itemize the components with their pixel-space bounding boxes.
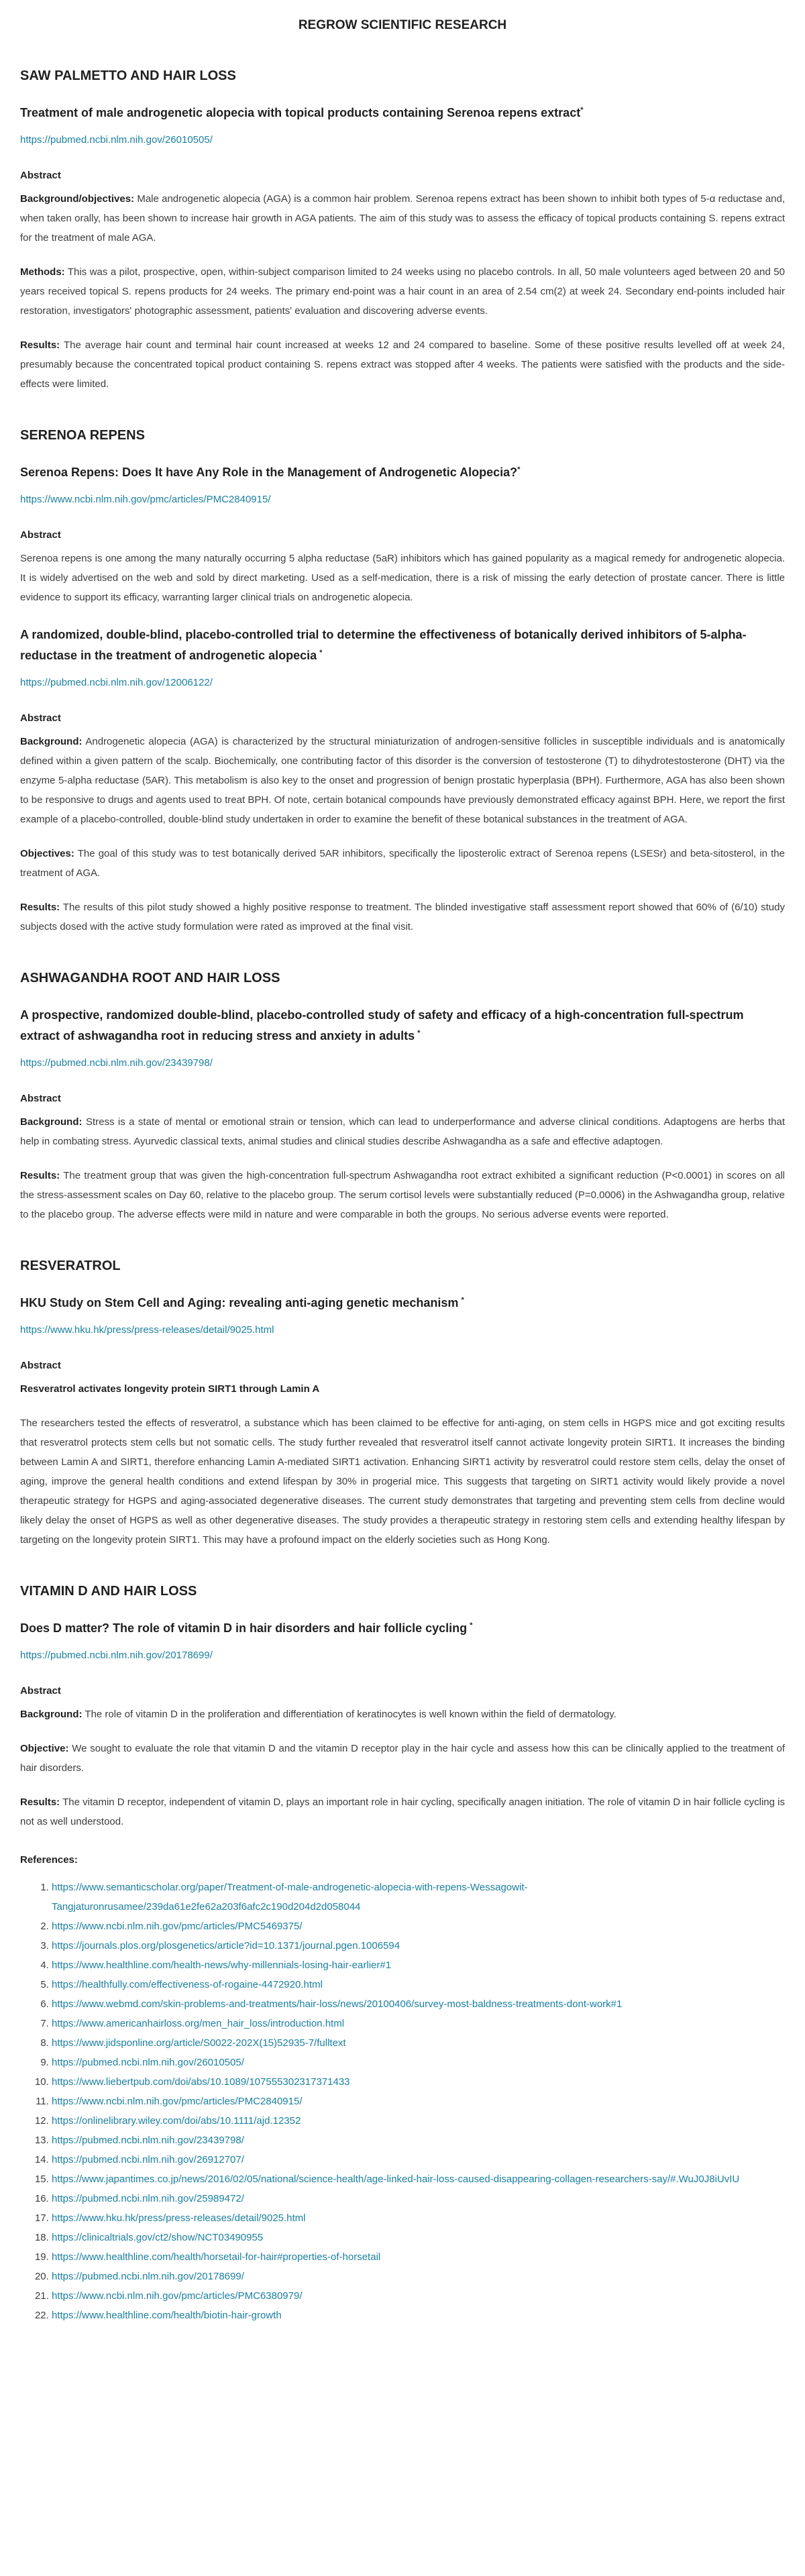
reference-link[interactable]: https://pubmed.ncbi.nlm.nih.gov/23439798/ [52,2135,244,2146]
abstract-label: Abstract [20,529,61,541]
abstract-paragraph: Objective: We sought to evaluate the role that vitamin D and the vitamin D receptor play in the hair cycle and assess how this can be clinically applied to the treatment of hair disorders. [20,1743,786,1774]
footnote-asterisk: * [461,1296,464,1304]
footnote-asterisk: * [417,1029,421,1037]
reference-item [52,2208,785,2228]
abstract-paragraph: Background: Androgenetic alopecia (AGA) is characterized by the structural miniaturization of androgen-sensitive follicles in susceptible individuals and is anatomically defined within a given pattern of the scalp. Biochemically, one contributing factor of this disorder is the conversion of testosterone (T) to dihydrotestosterone (DHT) via the enzyme 5-alpha reductase (5AR). This metabolism is also key to the onset and progression of benign prostatic hyperplasia (BPH). Furthermore, AGA has also been shown to be responsive to drugs and agents used to treat BPH. Of note, certain botanical compounds have previously demonstrated efficacy against BPH. Here, we report the first example of a placebo-controlled, double-blind study undertaken in order to examine the benefit of these botanical substances in the treatment of AGA. [20,736,785,825]
paragraph-lead-label: Results: [20,1796,60,1808]
article-title: A prospective, randomized double-blind, placebo-controlled study of safety and efficacy of a high-concentration full-spectrum extract of ashwagandha root in reducing stress and anxiety in adults * [20,1008,744,1042]
reference-link[interactable]: https://www.healthline.com/health/horsetail-for-hair#properties-of-horsetail [52,2251,381,2263]
reference-item [52,2053,785,2072]
article-title: Does D matter? The role of vitamin D in hair disorders and hair follicle cycling * [20,1621,473,1635]
reference-link[interactable]: https://pubmed.ncbi.nlm.nih.gov/20178699/ [52,2271,244,2282]
reference-link[interactable]: https://www.ncbi.nlm.nih.gov/pmc/articles/PMC5469375/ [52,1921,303,1932]
reference-item [52,1917,785,1936]
abstract-paragraph: Background/objectives: Male androgenetic alopecia (AGA) is a common hair problem. Serenoa repens extract has been shown to inhibit both types of 5-α reductase and, when taken orally, has been shown to increase hair growth in AGA patients. The aim of this study was to assess the efficacy of topical products containing S. repens extract for the treatment of male AGA. [20,193,785,244]
reference-link[interactable]: https://www.japantimes.co.jp/news/2016/02/05/national/science-health/age-linked-hair-loss-caused-disappearing-collagen-researchers-say/#.WuJ0J8iUvIU [52,2174,740,2185]
article [20,625,785,936]
references-heading: References: [20,1854,78,1866]
sections-container [20,66,785,1831]
paragraph-lead-label: Results: [20,1170,60,1181]
reference-item [52,1994,785,2014]
abstract-paragraph: Results: The results of this pilot study showed a highly positive response to treatment. The blinded investigative staff assessment report showed that 60% of (6/10) study subjects dosed with the active study formulation were rated as improved at the final visit. [20,902,785,932]
reference-link[interactable]: https://www.jidsponline.org/article/S0022-202X(15)52935-7/fulltext [52,2037,346,2049]
reference-link[interactable]: https://www.semanticscholar.org/paper/Treatment-of-male-androgenetic-alopecia-with-repens-Wessagowit-Tangjaturonrusamee/239da61e2fe62a203f6afc2c190d204d2d058044 [52,1882,528,1913]
topic-section [20,1256,785,1550]
abstract-label: Abstract [20,170,61,181]
abstract-label: Abstract [20,1360,61,1371]
article [20,103,785,394]
reference-item [52,2306,785,2325]
references-list [20,1878,785,2325]
reference-link[interactable]: https://pubmed.ncbi.nlm.nih.gov/26010505/ [52,2057,244,2068]
reference-link[interactable]: https://onlinelibrary.wiley.com/doi/abs/10.1111/ajd.12352 [52,2115,301,2127]
reference-item [52,2169,785,2189]
article-title: Serenoa Repens: Does It have Any Role in the Management of Androgenetic Alopecia?* [20,466,521,479]
article [20,1005,785,1224]
abstract-paragraph: The researchers tested the effects of resveratrol, a substance which has been claimed to be effective for anti-aging, on stem cells in HGPS mice and got exciting results that resveratrol protects stem cells but not somatic cells. The study further revealed that resveratrol itself cannot activate longevity protein SIRT1. It increases the binding between Lamin A and SIRT1, therefore enhancing Lamin A-mediated SIRT1 activation. Enhancing SIRT1 activity by resveratrol could restore stem cells, delay the onset of aging, improve the general health conditions and extend lifespan by 30% in progerial mice. This suggests that targeting on SIRT1 activity would likely provide a novel therapeutic strategy for HGPS and aging-associated degenerative diseases. The current study demonstrates that targeting and preventing stem cells from decline would likely delay the onset of HGPS as well as other degenerative diseases. The study provides a therapeutic strategy in restoring stem cells and extending healthy lifespan by targeting on the longevity protein SIRT1. This may have a profound impact on the elderly societies such as Hong Kong. [20,1417,785,1546]
paragraph-lead-label: Objectives: [20,848,74,859]
reference-item [52,2189,785,2208]
abstract-paragraph: Objectives: The goal of this study was to test botanically derived 5AR inhibitors, specifically the liposterolic extract of Serenoa repens (LSESr) and beta-sitosterol, in the treatment of AGA. [20,848,785,879]
article-link[interactable]: https://www.hku.hk/press/press-releases/detail/9025.html [20,1324,274,1336]
reference-link[interactable]: https://www.webmd.com/skin-problems-and-treatments/hair-loss/news/20100406/survey-most-baldness-treatments-dont-work#1 [52,1998,623,2010]
article-link[interactable]: https://pubmed.ncbi.nlm.nih.gov/23439798/ [20,1057,213,1069]
article-link[interactable]: https://pubmed.ncbi.nlm.nih.gov/20178699/ [20,1650,213,1661]
footnote-asterisk: * [470,1621,473,1629]
section-heading: VITAMIN D AND HAIR LOSS [20,1584,197,1599]
article-title: A randomized, double-blind, placebo-controlled trial to determine the effectiveness of botanically derived inhibitors of 5-alpha-reductase in the treatment of androgenetic alopecia * [20,628,747,662]
abstract-paragraph: Serenoa repens is one among the many naturally occurring 5 alpha reductase (5aR) inhibitors which has gained popularity as a magical remedy for androgenetic alopecia. It is widely advertised on the web and sold by direct marketing. Used as a self-medication, there is a risk of missing the early detection of prostate cancer. There is little evidence to support its efficacy, warranting larger clinical trials on androgenetic alopecia. [20,553,785,603]
reference-item [52,2267,785,2286]
reference-item [52,1955,785,1975]
abstract-paragraph [20,1379,785,1399]
topic-section [20,426,785,936]
paragraph-lead-label: Background: [20,1116,83,1128]
reference-item [52,2228,785,2247]
footnote-asterisk: * [580,106,584,114]
paragraph-lead-label: Background: [20,1709,83,1720]
section-heading: SERENOA REPENS [20,428,145,443]
section-heading: ASHWAGANDHA ROOT AND HAIR LOSS [20,971,280,985]
article-title: HKU Study on Stem Cell and Aging: revealing anti-aging genetic mechanism * [20,1296,464,1309]
reference-link[interactable]: https://pubmed.ncbi.nlm.nih.gov/25989472/ [52,2193,244,2204]
paragraph-lead-label: Objective: [20,1743,69,1754]
reference-item [52,2014,785,2033]
reference-item [52,2247,785,2267]
article [20,1618,785,1831]
topic-section [20,1582,785,1831]
topic-section [20,66,785,394]
reference-item [52,2150,785,2169]
paragraph-lead-label: Methods: [20,266,65,278]
article-link[interactable]: https://pubmed.ncbi.nlm.nih.gov/12006122/ [20,677,213,688]
topic-section [20,969,785,1224]
abstract-paragraph: Background: Stress is a state of mental or emotional strain or tension, which can lead to underperformance and adverse clinical conditions. Adaptogens are herbs that help in combating stress. Ayurvedic classical texts, animal studies and clinical studies describe Ashwagandha as a safe and effective adaptogen. [20,1116,785,1147]
reference-item [52,1975,785,1994]
paragraph-lead-label: Results: [20,902,60,913]
footnote-asterisk: * [319,649,323,657]
reference-item [52,2111,785,2131]
page-title: REGROW SCIENTIFIC RESEARCH [298,18,507,32]
reference-link[interactable]: https://www.americanhairloss.org/men_hair_loss/introduction.html [52,2018,345,2029]
reference-link[interactable]: https://www.healthline.com/health/biotin-hair-growth [52,2310,282,2321]
reference-link[interactable]: https://www.ncbi.nlm.nih.gov/pmc/articles/PMC2840915/ [52,2096,303,2107]
abstract-paragraph: Background: The role of vitamin D in the proliferation and differentiation of keratinocytes is well known within the field of dermatology. [20,1709,616,1720]
reference-item [52,2072,785,2092]
article-title: Treatment of male androgenetic alopecia with topical products containing Serenoa repens extract* [20,106,584,119]
abstract-label: Abstract [20,712,61,724]
abstract-label: Abstract [20,1685,61,1697]
abstract-label: Abstract [20,1093,61,1104]
article-link[interactable]: https://pubmed.ncbi.nlm.nih.gov/26010505/ [20,134,213,146]
reference-link[interactable]: https://www.ncbi.nlm.nih.gov/pmc/articles/PMC6380979/ [52,2290,303,2302]
reference-item [52,2286,785,2306]
paragraph-lead-label: Resveratrol activates longevity protein SIRT1 through Lamin A [20,1383,320,1395]
section-heading: SAW PALMETTO AND HAIR LOSS [20,68,236,83]
reference-link[interactable]: https://journals.plos.org/plosgenetics/article?id=10.1371/journal.pgen.1006594 [52,1940,400,1951]
abstract-paragraph: Results: The treatment group that was given the high-concentration full-spectrum Ashwagandha root extract exhibited a significant reduction (P<0.0001) in scores on all the stress-assessment scales on Day 60, relative to the placebo group. The serum cortisol levels were substantially reduced (P=0.0006) in the Ashwagandha group, relative to the placebo group. The adverse effects were mild in nature and were comparable in both the groups. No serious adverse events were reported. [20,1170,785,1220]
reference-link[interactable]: https://healthfully.com/effectiveness-of-rogaine-4472920.html [52,1979,323,1990]
abstract-paragraph: Results: The vitamin D receptor, independent of vitamin D, plays an important role in hair cycling, specifically anagen initiation. The role of vitamin D in hair follicle cycling is not as well understood. [20,1796,785,1827]
reference-link[interactable]: https://pubmed.ncbi.nlm.nih.gov/26912707/ [52,2154,244,2165]
paragraph-lead-label: Results: [20,339,60,351]
reference-link[interactable]: https://www.liebertpub.com/doi/abs/10.1089/107555302317371433 [52,2076,350,2088]
reference-item [52,1936,785,1955]
article [20,1293,785,1550]
article [20,462,785,607]
reference-item [52,2033,785,2053]
section-heading: RESVERATROL [20,1258,121,1273]
paragraph-lead-label: Background/objectives: [20,193,135,205]
paragraph-lead-label: Background: [20,736,83,747]
abstract-paragraph: Methods: This was a pilot, prospective, open, within-subject comparison limited to 24 weeks using no placebo controls. In all, 50 male volunteers aged between 20 and 50 years received topical S. repens products for 24 weeks. The primary end-point was a hair count in an area of 2.54 cm(2) at week 24. Secondary end-points included hair restoration, investigators' photographic assessment, patients' evaluation and discovering adverse events. [20,266,785,317]
reference-link[interactable]: https://clinicaltrials.gov/ct2/show/NCT03490955 [52,2232,264,2243]
reference-link[interactable]: https://www.healthline.com/health-news/why-millennials-losing-hair-earlier#1 [52,1960,392,1971]
reference-item [52,2092,785,2111]
footnote-asterisk: * [517,466,521,474]
reference-link[interactable]: https://www.hku.hk/press/press-releases/detail/9025.html [52,2212,306,2224]
reference-item [52,1878,785,1917]
abstract-paragraph: Results: The average hair count and terminal hair count increased at weeks 12 and 24 compared to baseline. Some of these positive results levelled off at week 24, presumably because the concentrated topical product containing S. repens extract was stopped after 4 weeks. The patients were satisfied with the products and the side-effects were limited. [20,339,785,390]
reference-item [52,2131,785,2150]
article-link[interactable]: https://www.ncbi.nlm.nih.gov/pmc/articles/PMC2840915/ [20,494,271,505]
